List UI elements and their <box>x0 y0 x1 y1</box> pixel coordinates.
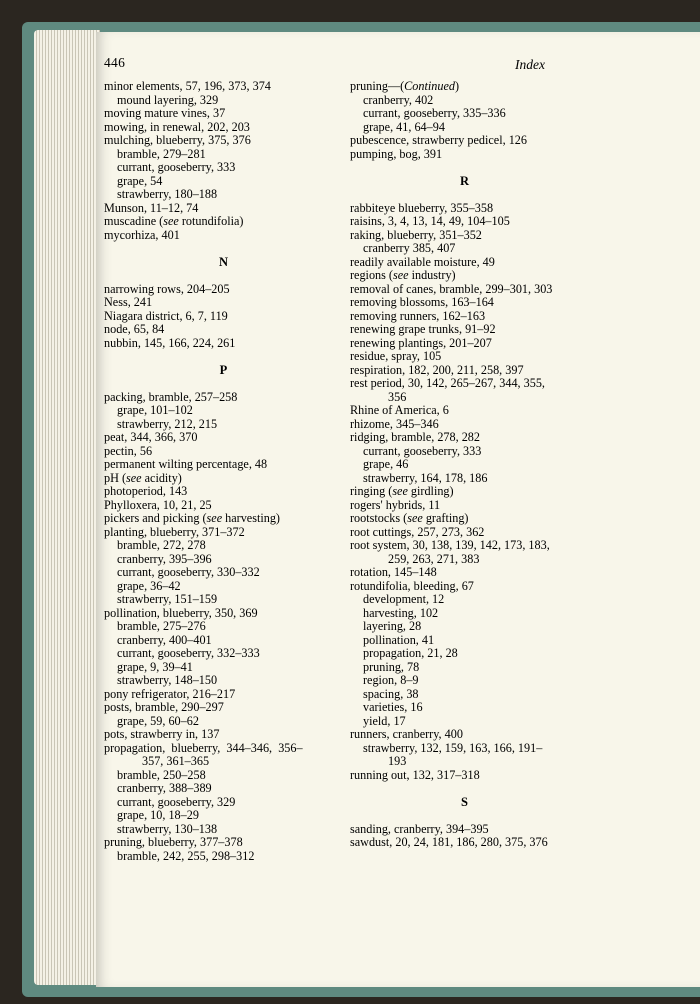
index-subentry: pruning, 78 <box>363 659 420 674</box>
index-entry: pectin, 56 <box>104 443 153 458</box>
index-entry: packing, bramble, 257–258 <box>104 389 238 404</box>
index-entry: rest period, 30, 142, 265–267, 344, 355, <box>350 376 545 390</box>
index-subentry: currant, gooseberry, 330–332 <box>117 565 260 579</box>
index-subentry: grape, 59, 60–62 <box>117 713 199 728</box>
index-subentry: bramble, 279–281 <box>117 146 206 161</box>
index-entry: Phylloxera, 10, 21, 25 <box>104 497 212 512</box>
index-subentry: currant, gooseberry, 335–336 <box>363 106 506 120</box>
index-entry: raisins, 3, 4, 13, 14, 49, 104–105 <box>350 214 510 228</box>
index-entry: pollination, blueberry, 350, 369 <box>104 605 258 620</box>
index-column-right <box>350 80 600 850</box>
index-entry: regions (see industry) <box>350 268 456 282</box>
index-entry: ringing (see girdling) <box>350 484 454 498</box>
index-subentry: harvesting, 102 <box>363 605 439 620</box>
index-subentry: region, 8–9 <box>363 673 419 687</box>
index-entry: nubbin, 145, 166, 224, 261 <box>104 335 236 350</box>
index-subentry: currant, gooseberry, 332–333 <box>117 646 260 660</box>
index-subentry: pollination, 41 <box>363 632 435 647</box>
index-entry: Munson, 11–12, 74 <box>104 200 199 215</box>
index-entry-continuation: 357, 361–365 <box>142 754 210 768</box>
index-subentry: cranberry, 395–396 <box>117 551 212 566</box>
index-subentry: spacing, 38 <box>363 686 419 701</box>
index-subentry: strawberry, 151–159 <box>117 592 218 606</box>
index-entry: rotundifolia, bleeding, 67 <box>350 578 474 593</box>
index-entry: sawdust, 20, 24, 181, 186, 280, 375, 376 <box>350 835 548 849</box>
index-entry: pony refrigerator, 216–217 <box>104 686 236 701</box>
index-entry: removal of canes, bramble, 299–301, 303 <box>350 281 553 296</box>
index-entry: node, 65, 84 <box>104 322 165 336</box>
index-subentry: strawberry, 212, 215 <box>117 416 218 431</box>
index-entry: raking, blueberry, 351–352 <box>350 227 482 242</box>
index-subentry: cranberry, 402 <box>363 92 434 107</box>
index-subentry: cranberry, 400–401 <box>117 632 212 647</box>
index-entry: runners, cranberry, 400 <box>350 727 463 741</box>
index-subentry: currant, gooseberry, 333 <box>117 160 236 174</box>
index-entry: mycorhiza, 401 <box>104 227 180 242</box>
index-entry: rogers' hybrids, 11 <box>350 497 441 512</box>
index-subentry: grape, 10, 18–29 <box>117 808 199 822</box>
index-subentry: layering, 28 <box>363 619 422 633</box>
index-subentry: strawberry, 148–150 <box>117 673 218 687</box>
index-entry: planting, blueberry, 371–372 <box>104 524 245 539</box>
index-entry: Ness, 241 <box>104 295 153 309</box>
index-entry: respiration, 182, 200, 211, 258, 397 <box>350 362 524 377</box>
index-subentry: yield, 17 <box>363 713 406 728</box>
index-subentry: grape, 46 <box>363 457 409 471</box>
index-subentry: grape, 101–102 <box>117 403 193 417</box>
index-subentry: grape, 36–42 <box>117 578 181 593</box>
index-entry: muscadine (see rotundifolia) <box>104 214 244 228</box>
index-entry: mowing, in renewal, 202, 203 <box>104 119 250 134</box>
index-subentry: propagation, 21, 28 <box>363 646 458 660</box>
index-entry: root system, 30, 138, 139, 142, 173, 183, <box>350 538 550 552</box>
index-entry: running out, 132, 317–318 <box>350 767 480 782</box>
index-entry: pH (see acidity) <box>104 470 182 485</box>
index-entry: propagation, blueberry, 344–346, 356– <box>104 740 303 755</box>
running-head: Index <box>515 57 545 72</box>
index-subentry: grape, 9, 39–41 <box>117 659 193 674</box>
index-subentry: cranberry 385, 407 <box>363 241 456 255</box>
index-entry: pumping, bog, 391 <box>350 146 443 161</box>
index-entry: pruning—(Continued) <box>350 79 460 93</box>
index-entry: removing runners, 162–163 <box>350 308 486 323</box>
index-section-letter: P <box>219 363 229 377</box>
index-subentry: varieties, 16 <box>363 700 423 714</box>
index-subentry: strawberry, 164, 178, 186 <box>363 470 488 485</box>
index-entry: residue, spray, 105 <box>350 349 442 363</box>
index-entry-continuation: 356 <box>388 389 407 404</box>
index-entry: moving mature vines, 37 <box>104 106 226 120</box>
index-entry: ridging, bramble, 278, 282 <box>350 430 480 444</box>
index-entry: removing blossoms, 163–164 <box>350 295 494 309</box>
index-entry: sanding, cranberry, 394–395 <box>350 821 489 836</box>
index-entry: pruning, blueberry, 377–378 <box>104 835 243 849</box>
index-entry: peat, 344, 366, 370 <box>104 430 198 444</box>
index-entry: posts, bramble, 290–297 <box>104 700 224 714</box>
index-subentry: development, 12 <box>363 592 445 606</box>
index-entry: minor elements, 57, 196, 373, 374 <box>104 79 271 93</box>
index-entry-continuation: 259, 263, 271, 383 <box>388 551 480 566</box>
index-entry: pots, strawberry in, 137 <box>104 727 220 741</box>
index-subentry: strawberry, 180–188 <box>117 187 218 201</box>
index-subentry: cranberry, 388–389 <box>117 781 212 795</box>
index-entry: rootstocks (see grafting) <box>350 511 469 525</box>
index-entry: photoperiod, 143 <box>104 484 188 498</box>
index-subentry: bramble, 242, 255, 298–312 <box>117 848 255 863</box>
index-entry: pubescence, strawberry pedicel, 126 <box>350 133 527 147</box>
index-entry-continuation: 193 <box>388 754 407 768</box>
index-entry: rhizome, 345–346 <box>350 416 439 431</box>
index-entry: renewing plantings, 201–207 <box>350 335 492 350</box>
page-edges <box>34 30 100 985</box>
index-column-left <box>104 80 344 863</box>
index-section-letter: S <box>461 795 469 809</box>
index-subentry: bramble, 272, 278 <box>117 538 206 552</box>
index-entry: root cuttings, 257, 273, 362 <box>350 524 485 539</box>
index-entry: Niagara district, 6, 7, 119 <box>104 308 228 323</box>
index-subentry: bramble, 275–276 <box>117 619 206 633</box>
index-entry: readily available moisture, 49 <box>350 254 495 269</box>
index-subentry: strawberry, 130–138 <box>117 821 218 836</box>
index-entry: Rhine of America, 6 <box>350 403 449 417</box>
page-number: 446 <box>104 55 126 70</box>
index-entry: rabbiteye blueberry, 355–358 <box>350 200 494 215</box>
index-subentry: strawberry, 132, 159, 163, 166, 191– <box>363 740 543 755</box>
index-section-letter: R <box>459 174 471 188</box>
index-entry: mulching, blueberry, 375, 376 <box>104 133 251 147</box>
index-entry: rotation, 145–148 <box>350 565 437 579</box>
index-subentry: grape, 41, 64–94 <box>363 119 445 134</box>
index-subentry: currant, gooseberry, 329 <box>117 794 236 809</box>
index-subentry: currant, gooseberry, 333 <box>363 443 482 458</box>
index-section-letter: N <box>218 255 230 269</box>
index-entry: pickers and picking (see harvesting) <box>104 511 280 525</box>
index-entry: permanent wilting percentage, 48 <box>104 457 268 471</box>
index-subentry: bramble, 250–258 <box>117 767 206 782</box>
index-entry: narrowing rows, 204–205 <box>104 281 230 296</box>
index-entry: renewing grape trunks, 91–92 <box>350 322 496 336</box>
index-subentry: mound layering, 329 <box>117 92 219 107</box>
index-subentry: grape, 54 <box>117 173 163 188</box>
